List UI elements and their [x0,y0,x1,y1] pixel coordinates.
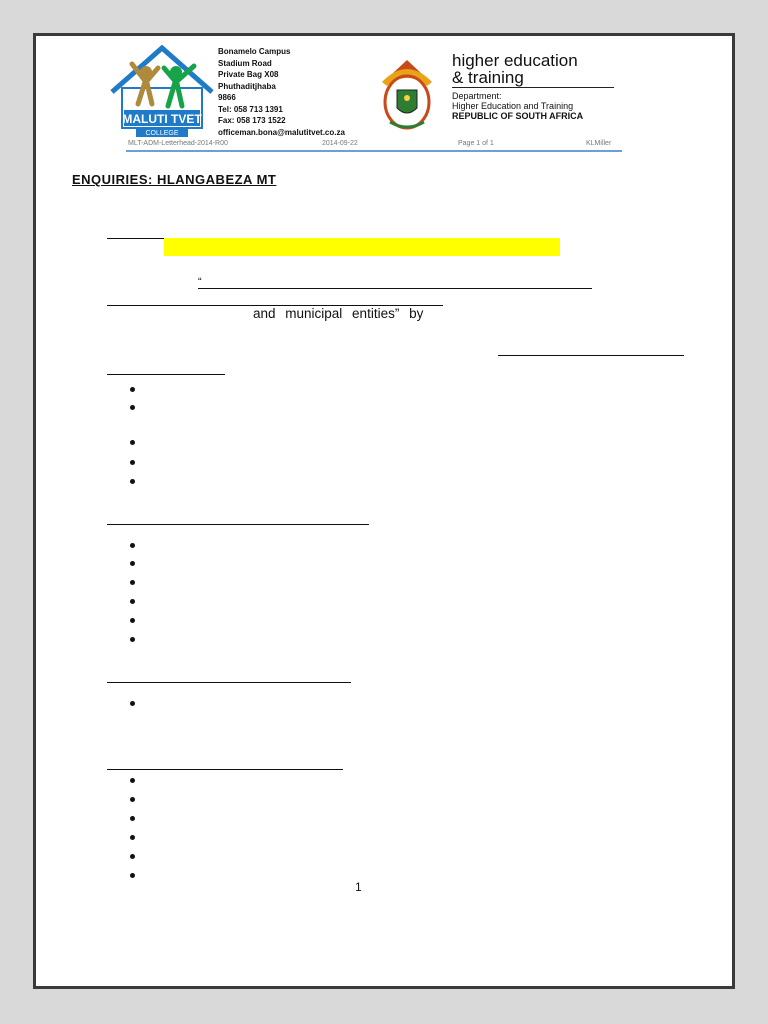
dept-rule [452,87,614,88]
maluti-tvet-logo [108,42,216,142]
campus-postbox: Private Bag X08 [218,70,279,79]
section-4-heading-line [107,769,343,770]
highlight-underline [198,288,592,289]
bullet-item [130,835,135,840]
open-quote: “ [198,276,202,288]
sentence-blank-line [498,355,684,356]
page-number: 1 [355,880,362,894]
dept-title-line1: higher education [452,51,578,70]
bullet-item [130,599,135,604]
dept-sub-line3: REPUBLIC OF SOUTH AFRICA [452,111,584,121]
campus-street: Stadium Road [218,58,272,68]
dept-sub-line2: Higher Education and Training [452,101,574,111]
bullet-item [130,797,135,802]
dept-sub-line1: Department: [452,91,502,101]
campus-fax: Fax: 058 173 1522 [218,116,286,125]
ref-date: 2014-09-22 [322,140,358,147]
bullet-item [130,405,135,410]
ref-code: MLT-ADM-Letterhead-2014-R00 [128,140,228,147]
bullet-item [130,543,135,548]
bullet-item [130,387,135,392]
bullet-item [130,778,135,783]
ref-page: Page 1 of 1 [458,140,494,147]
section-1-heading-line [107,374,225,375]
logo-text: MALUTI TVET [122,112,202,126]
section-2-heading-line [107,524,369,525]
letterhead-rule [126,150,622,152]
dept-title-line2: & training [452,68,524,87]
bullet-item [130,854,135,859]
campus-email: officeman.bona@malutitvet.co.za [218,127,345,137]
campus-name: Bonamelo Campus [218,47,291,56]
bullet-item [130,460,135,465]
bullet-item [130,561,135,566]
dept-title [452,52,578,86]
ref-initials: KLMiller [586,140,612,147]
campus-town: Phuthaditjhaba [218,81,276,91]
body-sentence: and municipal entities” by [253,306,424,321]
bullet-item [130,701,135,706]
dept-subtitle [452,91,583,121]
bullet-item [130,440,135,445]
bullet-item [130,816,135,821]
enquiries-heading: ENQUIRIES: HLANGABEZA MT [72,172,277,187]
bullet-item [130,479,135,484]
bullet-item [130,637,135,642]
logo-subtext: COLLEGE [145,130,179,137]
campus-postcode: 9866 [218,93,236,102]
bullet-item [130,873,135,878]
bullet-item [130,618,135,623]
coat-of-arms-icon [372,52,442,132]
highlighted-blank [164,238,560,256]
bullet-item [130,580,135,585]
campus-address [218,46,345,138]
section-3-heading-line [107,682,351,683]
campus-tel: Tel: 058 713 1391 [218,104,283,114]
